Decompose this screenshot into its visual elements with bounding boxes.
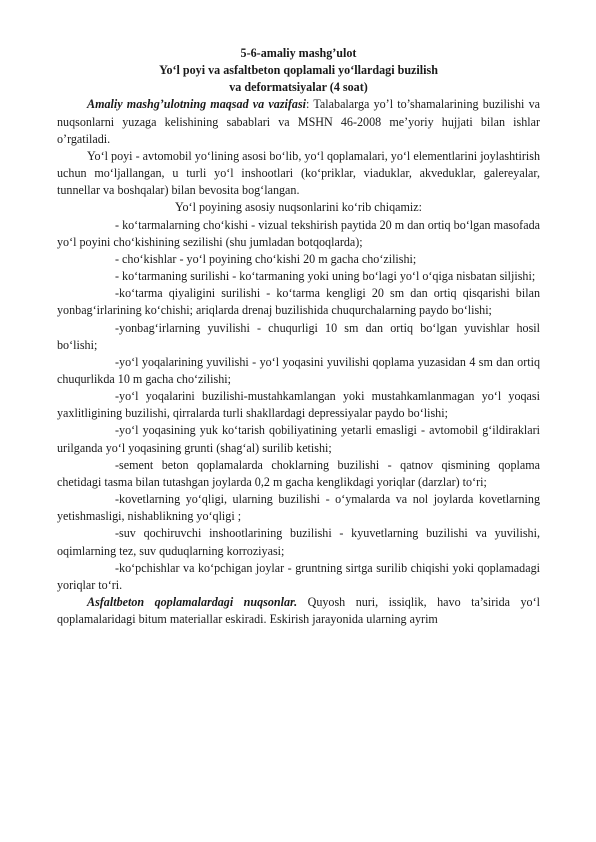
list-item: -yo‘l yoqasining yuk ko‘tarish qobiliyatining yetarli emasligi - avtomobil g‘ildiraklari urilganda yo‘l yoqasining grunti (shag‘al) surilib ketishi; xyxy=(57,423,540,455)
aim-label: Amaliy mashg’ulotning maqsad va vazifasi xyxy=(87,97,307,112)
list-item: - ko‘tarmaning surilishi - ko‘tarmaning yoki uning bo‘lagi yo‘l o‘qiga nisbatan siljishi; xyxy=(115,269,536,284)
list-item: -yo‘l yoqalarining yuvilishi - yo‘l yoqasini yuvilishi qoplama yuzasidan 4 sm dan ortiq chuqurlikda 10 m gacha cho‘zilishi; xyxy=(57,354,540,386)
asphalt-paragraph xyxy=(57,594,540,628)
asphalt-label: Asfaltbeton qoplamalardagi nuqsonlar. xyxy=(87,595,298,609)
list-item: -yonbag‘irlarning yuvilishi - chuqurligi 10 sm dan ortiq bo‘lgan yuvishlar hosil bo‘lishi; xyxy=(57,320,540,352)
lesson-title: Yo‘l poyi va asfaltbeton qoplamali yo‘llardagi buzilish xyxy=(159,63,438,78)
aim-text: : Talabalarga yo’l to’shamalarining buzilishi va nuqsonlarni yuzaga kelishining sabablari va MSHN 46-2008 me’yoriy hujjati bilan ishlar o’rgatiladi. xyxy=(57,97,540,146)
lesson-number: 5-6-amaliy mashg’ulot xyxy=(240,46,357,60)
list-item: -ko‘pchishlar va ko‘pchigan joylar - gruntning sirtga surilib chiqishi yoki qoplamadagi yoriqlar to‘ri. xyxy=(57,560,540,592)
intro-paragraph: Yo‘l poyi - avtomobil yo‘lining asosi bo‘lib, yo‘l qoplamalari, yo‘l elementlarini joylashtirish uchun mo‘ljallangan, u turli yo‘l inshootlari (ko‘priklar, viaduklar, akveduklar, galereyalar, tunnellar va boshqalar) bilan bevosita bog‘langan. xyxy=(57,148,540,198)
list-item: - cho‘kishlar - yo‘l poyining cho‘kishi 20 m gacha cho‘zilishi; xyxy=(115,251,417,266)
list-item: -kovetlarning yo‘qligi, ularning buzilishi - o‘ymalarda va nol joylarda kovetlarning yetishmasligi, nishablikning yo‘qligi ; xyxy=(57,492,540,524)
list-item: -sement beton qoplamalarda choklarning buzilishi - qatnov qismining qoplama chetidagi tasma bilan tutashgan joylarda 0,2 m gacha kenglikdagi yoriqlar (darzlar) to‘ri; xyxy=(57,457,540,489)
asphalt-text: Quyosh nuri, issiqlik, havo ta’sirida yo‘l qoplamalaridagi bitum materiallar eskiradi. Eskirish jarayonida ularning ayrim xyxy=(57,595,540,627)
list-item: -suv qochiruvchi inshootlarining buzilishi - kyuvetlarning buzilishi va yuvilishi, oqimlarning tez, suv quduqlarning korroziyasi; xyxy=(57,526,540,558)
lesson-subtitle: va deformatsiyalar (4 soat) xyxy=(229,80,368,95)
aim-paragraph xyxy=(57,96,540,147)
list-item: -ko‘tarma qiyaligini surilishi - ko‘tarma kengligi 20 sm dan ortiq qisqarishi bilan yonbag‘irlarining ko‘chishi; ariqlarda drenaj buzilishida chuqurchalarning paydo bo‘lishi; xyxy=(57,286,540,318)
list-heading: Yo‘l poyining asosiy nuqsonlarini ko‘rib chiqamiz: xyxy=(174,200,422,215)
list-item: -yo‘l yoqalarini buzilishi-mustahkamlangan yoki mustahkamlanmagan yo‘l yoqasi yaxlitligining buzilishi, qirralarda turli shakllardagi depressiyalar paydo bo‘lishi; xyxy=(57,389,540,421)
list-item: - ko‘tarmalarning cho‘kishi - vizual tekshirish paytida 20 m dan ortiq bo‘lgan masofada yo‘l poyini cho‘kishining sezilishi (shu jumladan botqoqlarda); xyxy=(57,217,540,249)
